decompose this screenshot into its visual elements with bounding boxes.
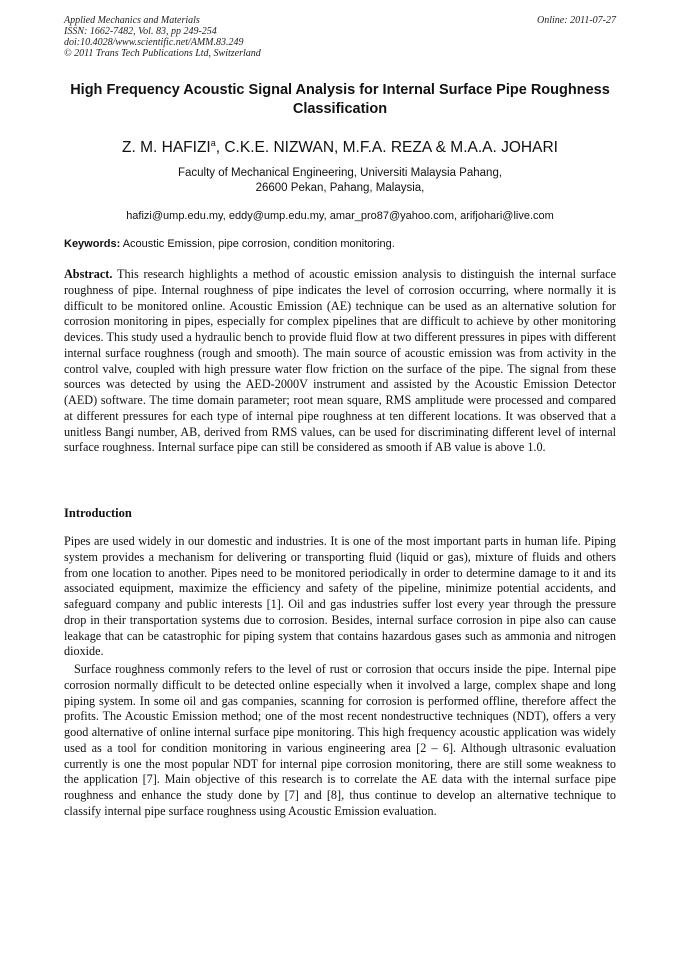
affiliation [64, 166, 616, 196]
author-emails: hafizi@ump.edu.my, eddy@ump.edu.my, amar_pro87@yahoo.com, arifjohari@live.com [126, 210, 554, 222]
keywords-text: Acoustic Emission, pipe corrosion, condition monitoring. [120, 238, 395, 250]
introduction-paragraph-2: Surface roughness commonly refers to the level of rust or corrosion that occurs inside the pipe. Internal pipe corrosion normally difficult to be detected online especially when it involved a large, complex shape and long piping system. In some oil and gas companies, scanning for corrosion is performed offline, therefore affect the profits. The Acoustic Emission method; one of the most recent nondestructive techniques (NDT), offers a very good alternative of online internal surface pipe monitoring. This high frequency acoustic application was widely used as a tool for condition monitoring in various engineering area [2 – 6]. Although ultrasonic evaluation currently is one the most popular NDT for internal pipe corrosion monitoring, there are still some weakness to the application [7]. Main objective of this research is to correlate the AE data with the internal surface pipe roughness and enhance the study done by [7] and [8], thus continue to develop an alternative technique to classify internal pipe surface roughness using Acoustic Emission evaluation. [64, 662, 616, 818]
abstract-label: Abstract. [64, 267, 113, 281]
affiliation-line-1: Faculty of Mechanical Engineering, Universiti Malaysia Pahang, [177, 167, 503, 179]
affiliation-line-2: 26600 Pekan, Pahang, Malaysia, [255, 182, 425, 194]
author-affiliation-mark: a [210, 138, 216, 148]
author-first: Z. M. HAFIZI [122, 139, 211, 156]
paper-title: High Frequency Acoustic Signal Analysis for Internal Surface Pipe Roughness Classification [70, 82, 610, 117]
author-list [64, 133, 616, 158]
journal-doi: doi:10.4028/www.scientific.net/AMM.83.249 [64, 37, 244, 48]
keywords [64, 237, 616, 251]
journal-name: Applied Mechanics and Materials [64, 15, 200, 26]
author-others: , C.K.E. NIZWAN, M.F.A. REZA & M.A.A. JOHARI [215, 139, 558, 156]
section-heading-introduction: Introduction [64, 506, 132, 520]
online-date: Online: 2011-07-27 [537, 15, 616, 26]
abstract [64, 267, 616, 456]
journal-header [64, 15, 616, 59]
journal-copyright: © 2011 Trans Tech Publications Ltd, Switzerland [64, 48, 261, 59]
introduction-paragraph-1: Pipes are used widely in our domestic and industries. It is one of the most important parts in human life. Piping system provides a mechanism for delivering or transporting fluid (liquid or gas), mixture of fluids and others from one location to another. Pipes need to be monitored periodically in order to determine damage to it and its associated equipment, maximize the efficiency and safety of the pipeline, minimize potential accidents, and safeguard company and public interests [1]. Oil and gas industries suffer lost every year through the pressure drop in their transportation systems due to corrosion. Besides, internal surface corrosion in pipe also can cause leakage that can be catastrophic for piping system that contains hazardous gases such as ammonia and nitrogen dioxide. [64, 534, 616, 659]
keywords-label: Keywords: [64, 238, 121, 250]
journal-issn: ISSN: 1662-7482, Vol. 83, pp 249-254 [64, 26, 217, 37]
abstract-text: This research highlights a method of acoustic emission analysis to distinguish the internal surface roughness of pipe. Internal roughness of pipe indicates the level of corrosion occurring, where normally it is difficult to be monitored online. Acoustic Emission (AE) technique can be used as an alternative solution for corrosion monitoring in pipes, especially for complex pipelines that are difficult to achieve by other monitoring devices. This study used a hydraulic bench to provide fluid flow at two different pressures in pipes with different internal surface roughness (rough and smooth). The main source of acoustic emission was from activity in the control valve, coupled with high pressure water flow friction on the surface of the pipe. The signal from these sources was detected by using the AED-2000V instrument and assisted by the Acoustic Emission Detector (AED) software. The time domain parameter; root mean square, RMS amplitude were processed and compared at different pressures for each type of internal pipe roughness at ten different locations. It was observed that a unitless Bangi number, AB, derived from RMS values, can be used for discriminating different level of internal surface roughness. Internal surface pipe can still be considered as smooth if AB value is above 1.0. [64, 267, 616, 455]
